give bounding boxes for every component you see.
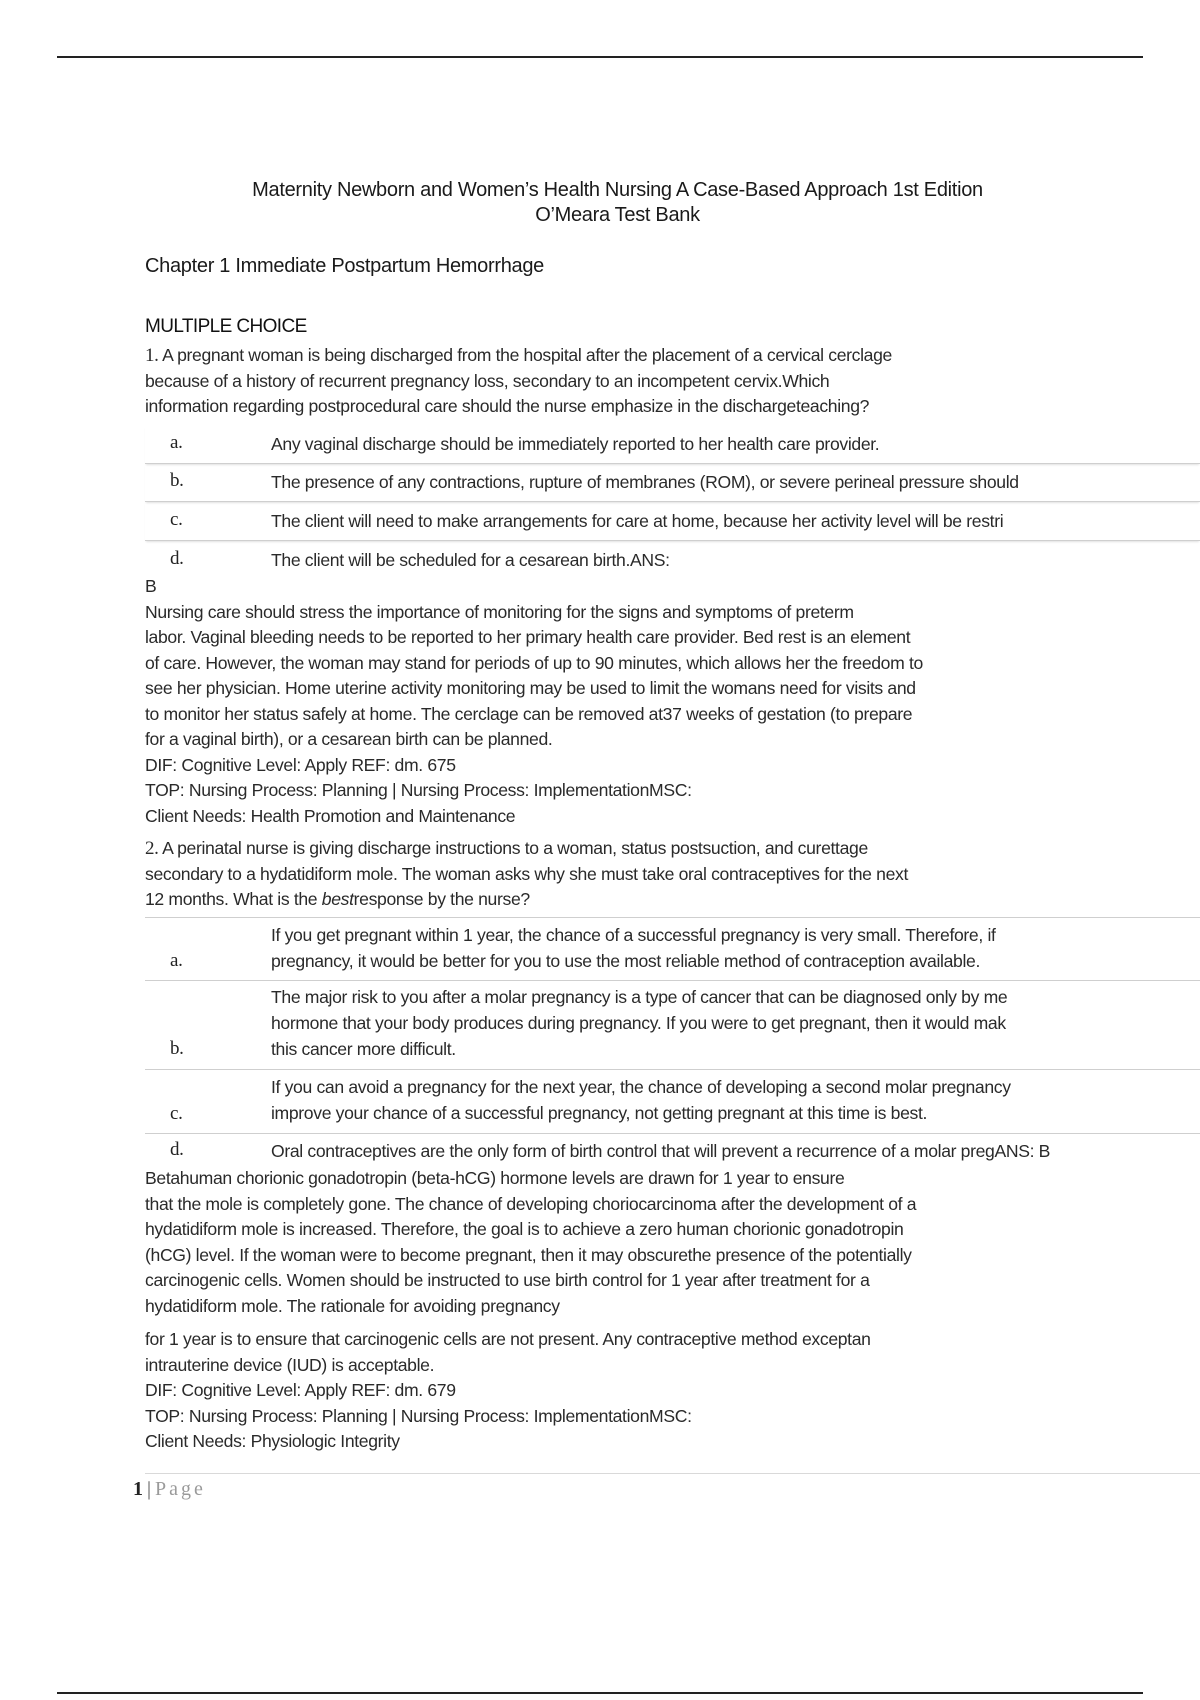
option-letter: a. bbox=[170, 432, 183, 453]
question-number: 1. bbox=[145, 345, 159, 366]
document-title: Maternity Newborn and Women’s Health Nursing A Case-Based Approach 1st Edition O’Meara Test Bank bbox=[252, 179, 983, 226]
footer-divider bbox=[145, 1473, 1200, 1474]
option-letter: d. bbox=[170, 1139, 184, 1160]
option-text: Oral contraceptives are the only form of birth control that will prevent a recurrence of a molar pregANS: B bbox=[271, 1141, 1051, 1161]
answer-option-c bbox=[145, 1069, 1200, 1134]
emphasized-word: best bbox=[321, 889, 354, 909]
option-text: The client will need to make arrangements for care at home, because her activity level will be restri bbox=[271, 511, 1004, 531]
question-2-stem bbox=[145, 836, 1145, 913]
option-text: If you can avoid a pregnancy for the next year, the chance of developing a second molar pregnancy improve your chance of a successful pregnancy, not getting pregnant at this time is best. bbox=[271, 1077, 1011, 1123]
option-text: Any vaginal discharge should be immediately reported to her health care provider. bbox=[271, 434, 880, 454]
answer-option-d bbox=[145, 540, 1200, 578]
question-2-rationale-continued: for 1 year is to ensure that carcinogenic cells are not present. Any contraceptive method exceptan intrauterine device (IUD) is acceptable. DIF: Cognitive Level: Apply REF: dm. 679 TOP: Nursing Process: Planning | Nursing Process: ImplementationMSC: Client Needs: Physiologic Integrity bbox=[145, 1329, 871, 1451]
answer-option-a bbox=[145, 425, 1200, 464]
question-1-stem bbox=[145, 343, 1145, 420]
question-text: A pregnant woman is being discharged from the hospital after the placement of a cervical cerclage because of a history of recurrent pregnancy loss, secondary to an incompetent cervix.Which information regarding postprocedural care should the nurse emphasize in the dischargeteaching? bbox=[145, 345, 892, 416]
option-letter: c. bbox=[170, 509, 183, 530]
option-letter: b. bbox=[170, 1038, 184, 1059]
option-letter: b. bbox=[170, 470, 184, 491]
page-number: 1 bbox=[133, 1478, 143, 1500]
question-text-prefix: 12 months. What is the bbox=[145, 889, 322, 909]
option-letter: d. bbox=[170, 548, 184, 569]
option-text: The client will be scheduled for a cesarean birth.ANS: bbox=[271, 550, 670, 570]
option-letter: a. bbox=[170, 950, 183, 971]
question-text-suffix: response by the nurse? bbox=[353, 889, 530, 909]
section-heading: MULTIPLE CHOICE bbox=[145, 316, 307, 337]
option-letter: c. bbox=[170, 1103, 183, 1124]
answer-option-b bbox=[145, 463, 1200, 502]
answer-option-b bbox=[145, 979, 1200, 1070]
question-text-line: A perinatal nurse is giving discharge instructions to a woman, status postsuction, and curettage bbox=[158, 838, 868, 858]
question-2-rationale: Betahuman chorionic gonadotropin (beta-hCG) hormone levels are drawn for 1 year to ensure that the mole is completely gone. The chance of developing choriocarcinoma after the development of a hydatidiform mole is increased. Therefore, the goal is to achieve a zero human chorionic gonadotropin (hCG) level. If the woman were to become pregnant, then it may obscurethe presence of the potentially carcinogenic cells. Women should be instructed to use birth control for 1 year after treatment for a hydatidiform mole. The rationale for avoiding pregnancy bbox=[145, 1168, 917, 1316]
question-text-line: secondary to a hydatidiform mole. The woman asks why she must take oral contraceptives for the next bbox=[145, 863, 908, 884]
question-number: 2. bbox=[145, 838, 159, 859]
footer-separator: | bbox=[147, 1478, 152, 1500]
page-label: Page bbox=[155, 1478, 206, 1500]
answer-option-a bbox=[145, 917, 1200, 981]
option-text: If you get pregnant within 1 year, the chance of a successful pregnancy is very small. Therefore, if pregnancy, it would be better for you to use the most reliable method of contraception available. bbox=[271, 925, 996, 971]
top-rule bbox=[57, 56, 1143, 58]
chapter-heading: Chapter 1 Immediate Postpartum Hemorrhage bbox=[145, 255, 544, 277]
option-text: The major risk to you after a molar pregnancy is a type of cancer that can be diagnosed only by me hormone that your body produces during pregnancy. If you were to get pregnant, then it would mak this cancer more difficult. bbox=[271, 987, 1008, 1059]
question-1-rationale: B Nursing care should stress the importance of monitoring for the signs and symptoms of preterm labor. Vaginal bleeding needs to be reported to her primary health care provider. Bed rest is an element of care. However, the woman may stand for periods of up to 90 minutes, which allows her the freedom to see her physician. Home uterine activity monitoring may be used to limit the womans need for visits and to monitor her status safely at home. The cerclage can be removed at37 weeks of gestation (to prepare for a vaginal birth), or a cesarean birth can be planned. DIF: Cognitive Level: Apply REF: dm. 675 TOP: Nursing Process: Planning | Nursing Process: ImplementationMSC: Client Needs: Health Promotion and Maintenance bbox=[145, 576, 923, 826]
answer-option-d bbox=[145, 1133, 1200, 1168]
bottom-rule bbox=[57, 1692, 1143, 1694]
answer-option-c bbox=[145, 501, 1200, 541]
option-text: The presence of any contractions, rupture of membranes (ROM), or severe perineal pressure should bbox=[271, 472, 1019, 492]
page-footer bbox=[133, 1478, 206, 1501]
